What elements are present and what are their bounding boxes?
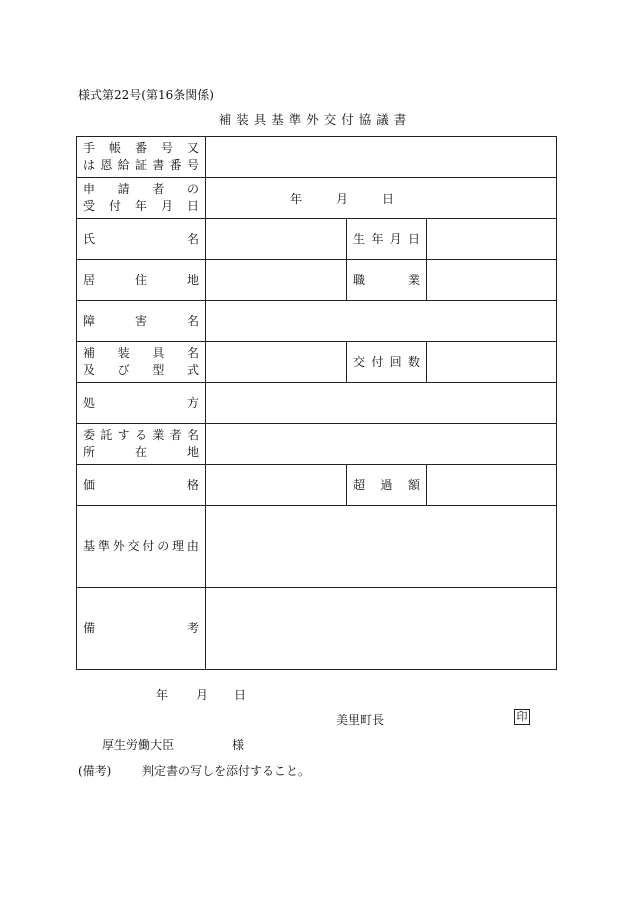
label-disability [77, 301, 206, 342]
form-number: 様式第22号(第16条関係) [78, 88, 214, 102]
value-remarks[interactable] [206, 588, 557, 670]
label-char: 名 [186, 313, 199, 328]
label-char: 書 [152, 158, 165, 172]
label-char: 交 [127, 539, 140, 553]
label-char: 証 [134, 158, 147, 172]
label-char: 委 [83, 428, 96, 442]
label-char: 交 [353, 354, 366, 369]
label-char: 及 [83, 363, 96, 377]
label-char: 額 [407, 477, 420, 492]
label-char: 氏 [83, 231, 96, 246]
value-occupation[interactable] [427, 260, 557, 301]
label-char: 給 [117, 158, 130, 172]
row-remarks [77, 588, 557, 670]
row-vendor [77, 424, 557, 465]
label-char: 業 [152, 428, 165, 442]
addressee: 厚生労働大臣 [102, 738, 175, 752]
footer-day: 日 [234, 688, 247, 702]
label-char: 方 [186, 395, 199, 410]
label-text [83, 157, 199, 174]
label-char: 過 [380, 477, 393, 492]
honorific: 様 [232, 738, 245, 752]
label-char: 具 [152, 346, 165, 360]
label-char: 名 [186, 231, 199, 246]
label-char: 名 [186, 428, 199, 442]
label-residence [77, 260, 206, 301]
label-char: 価 [83, 477, 96, 492]
label-char: す [117, 428, 130, 442]
label-text [83, 362, 199, 379]
label-char: 格 [186, 477, 199, 492]
value-issue-count[interactable] [427, 342, 557, 383]
label-char: 地 [186, 445, 199, 459]
label-char: 恩 [100, 158, 113, 172]
label-char: 準 [97, 539, 110, 553]
label-char: 号 [160, 141, 173, 155]
label-price [77, 465, 206, 506]
label-text [83, 477, 199, 494]
label-char: 業 [407, 272, 420, 287]
label-char: 式 [186, 363, 199, 377]
label-issue-count [347, 342, 427, 383]
label-text [83, 345, 199, 362]
label-char: 手 [83, 141, 96, 155]
label-char: 補 [83, 346, 96, 360]
label-char: 番 [134, 141, 147, 155]
label-vendor [77, 424, 206, 465]
value-residence[interactable] [206, 260, 347, 301]
label-char: 障 [83, 313, 96, 328]
value-disability[interactable] [206, 301, 557, 342]
label-techo-number [77, 137, 206, 178]
label-char: 居 [83, 272, 96, 287]
label-char: 在 [134, 445, 147, 459]
label-char: 日 [407, 231, 420, 246]
row-price [77, 465, 557, 506]
label-char: る [134, 428, 147, 442]
mayor-title: 美里町長 [336, 713, 385, 727]
label-text [353, 272, 420, 289]
label-char: の [186, 182, 199, 196]
label-char: 備 [83, 621, 96, 635]
row-prescription [77, 383, 557, 424]
label-char: 害 [134, 313, 147, 328]
label-birth-date [347, 219, 427, 260]
seal-icon: 印 [514, 709, 530, 725]
label-text [83, 231, 199, 248]
label-char: 職 [353, 272, 366, 287]
label-text [353, 354, 420, 371]
label-text [83, 620, 199, 637]
label-char: 託 [100, 428, 113, 442]
row-device [77, 342, 557, 383]
label-char: 住 [134, 272, 147, 287]
row-reason [77, 506, 557, 588]
value-techo-number[interactable] [206, 137, 557, 178]
label-text [83, 313, 199, 330]
label-char: 年 [134, 199, 147, 213]
label-char: 請 [117, 182, 130, 196]
label-char: の [157, 539, 170, 553]
row-application-date [77, 178, 557, 219]
footer-year: 年 [156, 688, 169, 702]
label-char: 地 [186, 272, 199, 287]
label-text [83, 444, 199, 461]
label-char: 付 [371, 354, 384, 369]
row-residence [77, 260, 557, 301]
label-device [77, 342, 206, 383]
label-prescription [77, 383, 206, 424]
label-char: は [83, 158, 96, 172]
date-month: 月 [336, 191, 349, 206]
label-char: 装 [117, 346, 130, 360]
label-application-date [77, 178, 206, 219]
value-device[interactable] [206, 342, 347, 383]
label-char: 受 [83, 199, 96, 213]
value-application-date[interactable] [206, 178, 557, 219]
label-char: 数 [407, 354, 420, 369]
label-char: 超 [353, 477, 366, 492]
label-char: 月 [160, 199, 173, 213]
value-birth-date[interactable] [427, 219, 557, 260]
label-text [83, 181, 199, 198]
label-char: 日 [186, 199, 199, 213]
value-reason[interactable] [206, 506, 557, 588]
value-prescription[interactable] [206, 383, 557, 424]
label-char: 外 [112, 539, 125, 553]
label-char: 考 [186, 621, 199, 635]
label-char: 年 [371, 231, 384, 246]
consultation-form-table [76, 136, 557, 670]
label-remarks [77, 588, 206, 670]
label-text [353, 231, 420, 248]
label-text [83, 395, 199, 412]
row-name [77, 219, 557, 260]
label-text [83, 140, 199, 157]
date-day: 日 [382, 191, 395, 206]
label-char: 者 [169, 428, 182, 442]
label-char: 申 [83, 182, 96, 196]
label-char: 月 [389, 231, 402, 246]
note-text: 判定書の写しを添付すること。 [142, 764, 311, 778]
label-name [77, 219, 206, 260]
value-price[interactable] [206, 465, 347, 506]
seal-mark [514, 709, 530, 725]
label-char: 又 [186, 141, 199, 155]
label-text [353, 477, 420, 494]
label-char: び [117, 363, 130, 377]
label-char: 所 [83, 445, 96, 459]
label-char: 理 [172, 539, 185, 553]
value-vendor[interactable] [206, 424, 557, 465]
label-text [83, 427, 199, 444]
label-char: 由 [186, 539, 199, 553]
label-char: 処 [83, 395, 96, 410]
label-text [83, 272, 199, 289]
label-char: 号 [186, 158, 199, 172]
value-excess-amount[interactable] [427, 465, 557, 506]
label-char: 基 [83, 539, 96, 553]
footer-month: 月 [196, 688, 209, 702]
row-techo-number [77, 137, 557, 178]
label-text [83, 538, 199, 555]
label-char: 者 [152, 182, 165, 196]
label-char: 型 [152, 363, 165, 377]
label-char: 名 [186, 346, 199, 360]
label-char: 付 [108, 199, 121, 213]
note-label: (備考) [78, 764, 112, 778]
label-char: 回 [389, 354, 402, 369]
date-year: 年 [290, 191, 303, 206]
row-disability [77, 301, 557, 342]
label-char: 生 [353, 231, 366, 246]
label-char: 番 [169, 158, 182, 172]
label-excess-amount [347, 465, 427, 506]
value-name[interactable] [206, 219, 347, 260]
document-title: 補装具基準外交付協議書 [218, 112, 412, 127]
label-char: 帳 [108, 141, 121, 155]
label-reason [77, 506, 206, 588]
label-occupation [347, 260, 427, 301]
label-char: 付 [142, 539, 155, 553]
label-text [83, 198, 199, 215]
